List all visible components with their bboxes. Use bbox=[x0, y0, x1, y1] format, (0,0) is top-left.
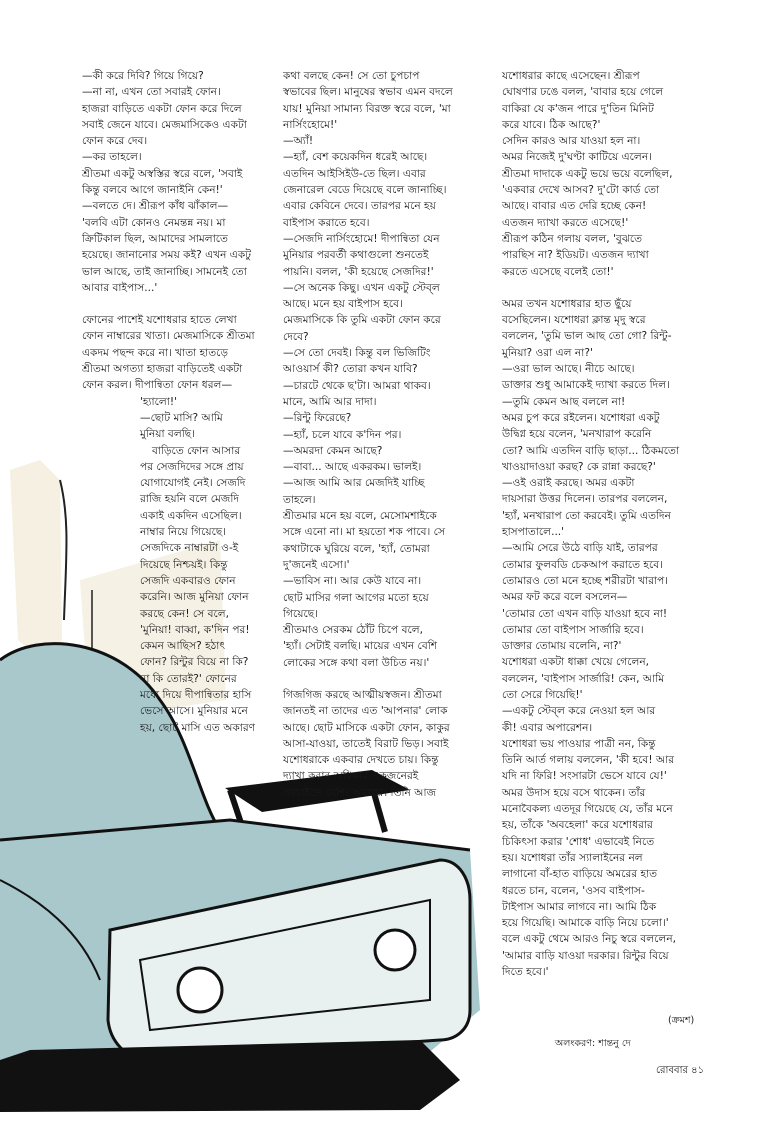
text-line: চিকিৎসা করার 'শোধ' এভাবেই নিতে bbox=[502, 835, 655, 848]
text-line: বললেন, 'বাইপাস সার্জারি! কেন, আমি bbox=[502, 672, 665, 685]
text-line: হয়, ছোট মাসি এত অকারণ bbox=[140, 721, 256, 734]
text-line: —সে অনেক কিছু। এখন একটু স্টেব্‌ল bbox=[283, 281, 440, 294]
text-line: সেজদি একবারও ফোন bbox=[140, 574, 236, 587]
text-line: কেমন আছিস? হঠাৎ bbox=[140, 640, 226, 653]
text-line: যশোধরা ভয় পাওয়ার পাত্রী নন, কিন্তু bbox=[502, 737, 656, 750]
text-line: জানতই না তাদের এত 'আপনার' লোক bbox=[283, 705, 448, 718]
text-line: এবার কেবিনে দেবে। তারপর মনে হয় bbox=[283, 200, 436, 213]
text-line: স্বভাবের ছিল। মানুষের স্বভাব এমন বদলে bbox=[283, 86, 453, 99]
text-line: দ্যাখা করার অধিকার একজনেরই bbox=[283, 770, 419, 783]
text-line: —ওই ওরাই করছে। অমর একটা bbox=[502, 477, 635, 490]
text-line: 'আমার বাড়ি যাওয়া দরকার। রিন্টুর বিয়ে bbox=[502, 949, 669, 962]
text-line: মানে, আমি আর দাদা। bbox=[283, 395, 377, 408]
text-line: হাজরা বাড়িতে একটা ফোন করে দিলে bbox=[82, 102, 242, 115]
text-line: একদম পছন্দ করে না। খাতা হাতড়ে bbox=[82, 346, 229, 359]
text-line: অমর উদাস হয়ে বসে থাকেন। তাঁর bbox=[502, 786, 646, 799]
text-line: যশোধরাকে একবার দেখতে চায়। কিন্তু bbox=[283, 754, 439, 767]
text-line: আওয়ার্স কী? তোরা কখন যাবি? bbox=[283, 363, 418, 376]
text-line: উদ্বিগ্ন হয়ে বলেন, 'মনখারাপ করেনি bbox=[502, 428, 652, 441]
text-line: আছে। বাবার এত দেরি হচ্ছে কেন! bbox=[502, 200, 647, 213]
text-line: আছে। মনে হয় বাইপাস হবে। bbox=[283, 298, 403, 311]
text-line: অমর তখন যশোধরার হাত ছুঁয়ে bbox=[502, 297, 632, 310]
text-line: —হ্যাঁ, চলে যাবে ক'দিন পর। bbox=[283, 428, 402, 441]
text-line: হয়েছে। জানানোর সময় কই? এখন একটু bbox=[82, 249, 252, 262]
text-line: —বাবা... আছে একরকম। ভালই। bbox=[283, 461, 422, 474]
text-line: তোমারও তো মনে হচ্ছে শরীরটা খারাপ। bbox=[502, 574, 669, 587]
text-line: রাজি হয়নি বলে মেজদি bbox=[140, 493, 239, 506]
text-line: ক্রিটিকাল ছিল, আমাদের সামলাতে bbox=[82, 232, 228, 245]
text-line: গিজগিজ করছে আত্মীয়স্বজন। শ্রীতমা bbox=[283, 688, 442, 701]
text-line: একাই একদিন এসেছিল। bbox=[140, 509, 242, 522]
text-line: বাকিরা যে ক'জন পারে দু'তিন মিনিট bbox=[502, 102, 654, 115]
text-line: ফোন করল। দীপান্বিতা ফোন ধরল— bbox=[82, 379, 233, 392]
text-column-1 bbox=[82, 68, 272, 736]
text-line: —সে তো দেবই। কিন্তু বল ভিজিটিং bbox=[283, 347, 431, 360]
text-line: করছে কেন! সে বলে, bbox=[140, 607, 230, 620]
text-line: জেনারেল বেডে দিয়েছে বলে জানাচ্ছি। bbox=[283, 184, 447, 197]
text-line: মুনিয়া? ওরা এল না?' bbox=[502, 346, 593, 359]
text-line: আসা-যাওয়া, তাতেই বিরাট ভিড়। সবাই bbox=[283, 737, 449, 750]
text-line: —না না, এখন তো সবারই ফোন। bbox=[82, 86, 221, 99]
text-line: যদি না ফিরি! সংসারটা ভেসে যাবে যে!' bbox=[502, 770, 667, 783]
paragraph-gap bbox=[283, 671, 487, 687]
text-line: ছোট মাসির গলা আগের মতো হয়ে bbox=[283, 591, 429, 604]
text-line: ফোন করে দেব। bbox=[82, 135, 148, 148]
text-line: লাগানো বাঁ-হাত বাড়িয়ে অমরের হাত bbox=[502, 868, 658, 881]
text-line: কী! এবার অপারেশন। bbox=[502, 721, 593, 734]
text-line: মেজমাসিকে কি তুমি একটা ফোন করে bbox=[283, 314, 441, 327]
text-line: শ্রীরূপ কঠিন গলায় বলল, 'বুঝতে bbox=[502, 232, 643, 245]
text-line: 'হ্যাঁ, মনখারাপ তো করবেই। তুমি এতদিন bbox=[502, 509, 671, 522]
text-line: দেবে? bbox=[283, 330, 309, 343]
text-line: পর সেজদিদের সঙ্গে প্রায় bbox=[140, 460, 244, 473]
text-line: না কি তোরই?' ফোনের bbox=[140, 672, 237, 685]
text-line: সবাই জেনে যাবে। মেজমাসিকেও একটা bbox=[82, 118, 247, 131]
text-line: —চারটে থেকে ছ'টা। আমরা থাকব। bbox=[283, 379, 431, 392]
text-line: 'বলবি এটা কোনও নেমন্তন্ন নয়। মা bbox=[82, 216, 226, 229]
text-line: সবচাইতে বেশি। অমরের। তিনি আজ bbox=[283, 786, 437, 799]
text-line: করেনি। আজ মুনিয়া ফোন bbox=[140, 591, 249, 604]
text-line: নার্সিংহোমে!' bbox=[283, 118, 338, 131]
text-line: —সেজদি নার্সিংহোমে! দীপান্বিতা যেন bbox=[283, 232, 440, 245]
text-line: কিন্তু বলবে আগে জানাইনি কেন!' bbox=[82, 184, 223, 197]
text-line: আছে। ছোট মাসিকে একটা ফোন, কাকুর bbox=[283, 721, 450, 734]
text-line: দিয়েছে নিশ্চয়ই। কিন্তু bbox=[140, 558, 228, 571]
text-line: —অমরদা কেমন আছে? bbox=[283, 444, 383, 457]
text-line: মুনিয়ার পরবর্তী কথাগুলো শুনতেই bbox=[283, 249, 429, 262]
text-line: যশোধরা একটা ধাক্কা খেয়ে গেলেন, bbox=[502, 656, 650, 669]
text-line: 'মুনিয়া! বাব্বা, ক'দিন পর! bbox=[140, 623, 250, 636]
text-line: দু'জনেই এসো।' bbox=[283, 558, 350, 571]
text-line: ধরতে চান, বলেন, 'ওসব বাইপাস- bbox=[502, 884, 645, 897]
text-line: শ্রীতমা অগত্যা হাজরা বাড়িতেই একটা bbox=[82, 363, 243, 376]
text-line: শ্রীতমাও সেরকম ঠোঁট চিপে বলে, bbox=[283, 624, 424, 637]
text-line: যশোধরার কাছে এসেছেন। শ্রীরূপ bbox=[502, 70, 640, 82]
text-line: মনোবৈকল্য এতদূর গিয়েছে যে, তাঁর মনে bbox=[502, 803, 673, 816]
text-line: অমর চুপ করে রইলেন। যশোধরা একটু bbox=[502, 411, 660, 424]
text-line: —তুমি কেমন আছ বললে না! bbox=[502, 395, 626, 408]
text-line: সেদিন কারও আর যাওয়া হল না। bbox=[502, 135, 641, 148]
text-line: গিয়েছে। bbox=[283, 607, 318, 620]
to-be-continued-note: (ক্রমশ) bbox=[668, 1015, 695, 1026]
text-line: —অ্যাঁ! bbox=[283, 135, 314, 148]
text-line: নাম্বার নিয়ে গিয়েছে। bbox=[140, 526, 227, 539]
text-line: অমর ফট করে বলে বসলেন— bbox=[502, 591, 628, 604]
page-footer: রোববার ৪১ bbox=[656, 1065, 705, 1076]
illustration-credit: অলংকরণ: শান্তনু দে bbox=[555, 1038, 631, 1049]
text-line: এতজন দ্যাখা করতে এসেছে!' bbox=[502, 216, 629, 229]
text-line: ফোনের পাশেই যশোধরার হাতে লেখা bbox=[82, 314, 237, 327]
text-line: বললেন, 'তুমি ভাল আছ তো গো? রিন্টু- bbox=[502, 330, 672, 343]
text-line: তোমার তো বাইপাস সার্জারি হবে। bbox=[502, 623, 644, 636]
text-line: ভাল আছে, তাই জানাচ্ছি। সামনেই তো bbox=[82, 265, 247, 278]
text-line: —আমি সেরে উঠে বাড়ি যাই, তারপর bbox=[502, 542, 658, 555]
text-line: পারছিস না? ইডিয়ট। এতজন দ্যাখা bbox=[502, 249, 649, 262]
text-line: 'তোমার তো এখন বাড়ি যাওয়া হবে না! bbox=[502, 607, 668, 620]
text-line: দায়সারা উত্তর দিলেন। তারপর বললেন, bbox=[502, 493, 668, 506]
text-line: হাসপাতালে...' bbox=[502, 526, 565, 539]
text-line: সঙ্গে এনো না। মা হয়তো শক পাবে। সে bbox=[283, 526, 445, 539]
text-line: পায়নি। বলল, 'কী হয়েছে সেজদির!' bbox=[283, 265, 434, 278]
text-line: যোগাযোগই নেই। সেজদি bbox=[140, 477, 246, 490]
text-line: বাইপাস করাতে হবে। bbox=[283, 216, 370, 229]
text-line: করে যাবে। ঠিক আছে?' bbox=[502, 118, 601, 131]
text-line: 'হ্যাঁ। সেটাই বলছি। মায়ের এখন বেশি bbox=[283, 640, 438, 653]
text-line: হয়ে গিয়েছি। আমাকে বাড়ি নিয়ে চলো।' bbox=[502, 917, 669, 930]
text-line: —ভাবিস না। আর কেউ যাবে না। bbox=[283, 575, 422, 588]
text-line: কথা বলছে কেন! সে তো চুপচাপ bbox=[283, 70, 420, 82]
text-line: কথাটাকে ঘুরিয়ে বলে, 'হ্যাঁ, তোমরা bbox=[283, 542, 430, 555]
text-line: ঘোষণার ঢঙে বলল, 'বাবার হয়ে গেলে bbox=[502, 86, 664, 99]
text-line: শ্রীতমা একটু অস্বস্তির স্বরে বলে, 'সবাই bbox=[82, 167, 243, 180]
text-line: হয়, তাঁকে 'অবহেলা' করে যশোধরার bbox=[502, 819, 653, 832]
text-line: ফোন নাম্বারের খাতা। মেজমাসিকে শ্রীতমা bbox=[82, 330, 255, 343]
text-line: বসেছিলেন। যশোধরা ক্লান্ত মৃদু স্বরে bbox=[502, 314, 646, 327]
text-line: এতদিন আইসিইউ-তে ছিল। এবার bbox=[283, 167, 426, 180]
text-line: যায়! মুনিয়া সামান্য বিরক্ত স্বরে বলে, 'মা bbox=[283, 102, 451, 115]
text-line: লোকের সঙ্গে কথা বলা উচিত নয়।' bbox=[283, 656, 430, 669]
text-line: তিনি আর্ত গলায় বললেন, 'কী হবে! আর bbox=[502, 754, 675, 767]
text-line: টাইপাস আমার লাগবে না। আমি ঠিক bbox=[502, 900, 657, 913]
text-line: মুনিয়া বলছি। bbox=[140, 428, 195, 441]
text-line: দিতে হবে।' bbox=[502, 966, 549, 979]
text-line: তো সেরে গিয়েছি!' bbox=[502, 688, 583, 701]
text-line: বাড়িতে ফোন আসার bbox=[152, 444, 241, 457]
paragraph-gap bbox=[502, 280, 720, 296]
text-line: —কী করে দিবি? গিয়ে গিয়ে? bbox=[82, 70, 204, 82]
text-line: 'একবার দেখে আসব? দু'টো কার্ড তো bbox=[502, 184, 660, 197]
text-line: তোমার ফুলবডি চেকআপ করাতে হবে। bbox=[502, 558, 663, 571]
text-line: তো? আমি এতদিন বাড়ি ছাড়া... ঠিকমতো bbox=[502, 444, 680, 457]
text-line: শ্রীতমা দাদাকে একটু ভয়ে ভয়ে বলেছিল, bbox=[502, 167, 673, 180]
text-line: ডাক্তার তোমায় বলেনি, না?' bbox=[502, 640, 622, 653]
text-line: —রিন্টু ফিরেছে? bbox=[283, 412, 352, 425]
text-line: —ছোট মাসি? আমি bbox=[140, 411, 223, 424]
paragraph-gap bbox=[82, 296, 272, 312]
text-line: —হ্যাঁ, বেশ কয়েকদিন ধরেই আছে। bbox=[283, 151, 428, 164]
text-line: করতে এসেছে বলেই তো!' bbox=[502, 265, 614, 278]
text-line: 'হ্যালো!' bbox=[140, 395, 178, 408]
text-line: ডাক্তার শুধু আমাকেই দ্যাখা করতে দিল। bbox=[502, 379, 670, 392]
text-line: —একটু স্টেব্‌ল করে নেওয়া হল আর bbox=[502, 705, 656, 718]
text-line: অমর নিজেই দু'ঘণ্টা কাটিয়ে এলেন। bbox=[502, 151, 652, 164]
text-line: —আজ আমি আর মেজদিই যাচ্ছি bbox=[283, 477, 425, 490]
text-line: —কর তাহলে। bbox=[82, 151, 142, 164]
text-line: শ্রীতমার মনে হয় বলে, মেসোমশাইকে bbox=[283, 510, 437, 523]
text-line: খাওয়াদাওয়া করছ? কে রান্না করছে?' bbox=[502, 460, 656, 473]
text-line: —ওরা ভাল আছে। নীচে আছে। bbox=[502, 363, 635, 376]
text-line: —বলতে দে। শ্রীরূপ কাঁধ ঝাঁকাল— bbox=[82, 200, 229, 213]
text-line: হয়। যশোধরা তাঁর স্যালাইনের নল bbox=[502, 851, 643, 864]
text-line: মধ্যে দিয়ে দীপান্বিতার হাসি bbox=[140, 688, 252, 701]
text-line: ভেসে আসে। মুনিয়ার মনে bbox=[140, 705, 248, 718]
text-column-3 bbox=[502, 68, 720, 980]
text-column-2 bbox=[283, 68, 487, 801]
text-line: বলে একটু থেমে আরও নিচু স্বরে বললেন, bbox=[502, 933, 677, 946]
text-line: তাহলে। bbox=[283, 493, 316, 506]
text-line: আবার বাইপাস...' bbox=[82, 281, 158, 294]
text-line: সেজদিকে নাম্বারটা ও-ই bbox=[140, 542, 239, 555]
text-line: ফোন? রিন্টুর বিয়ে না কি? bbox=[140, 656, 249, 669]
